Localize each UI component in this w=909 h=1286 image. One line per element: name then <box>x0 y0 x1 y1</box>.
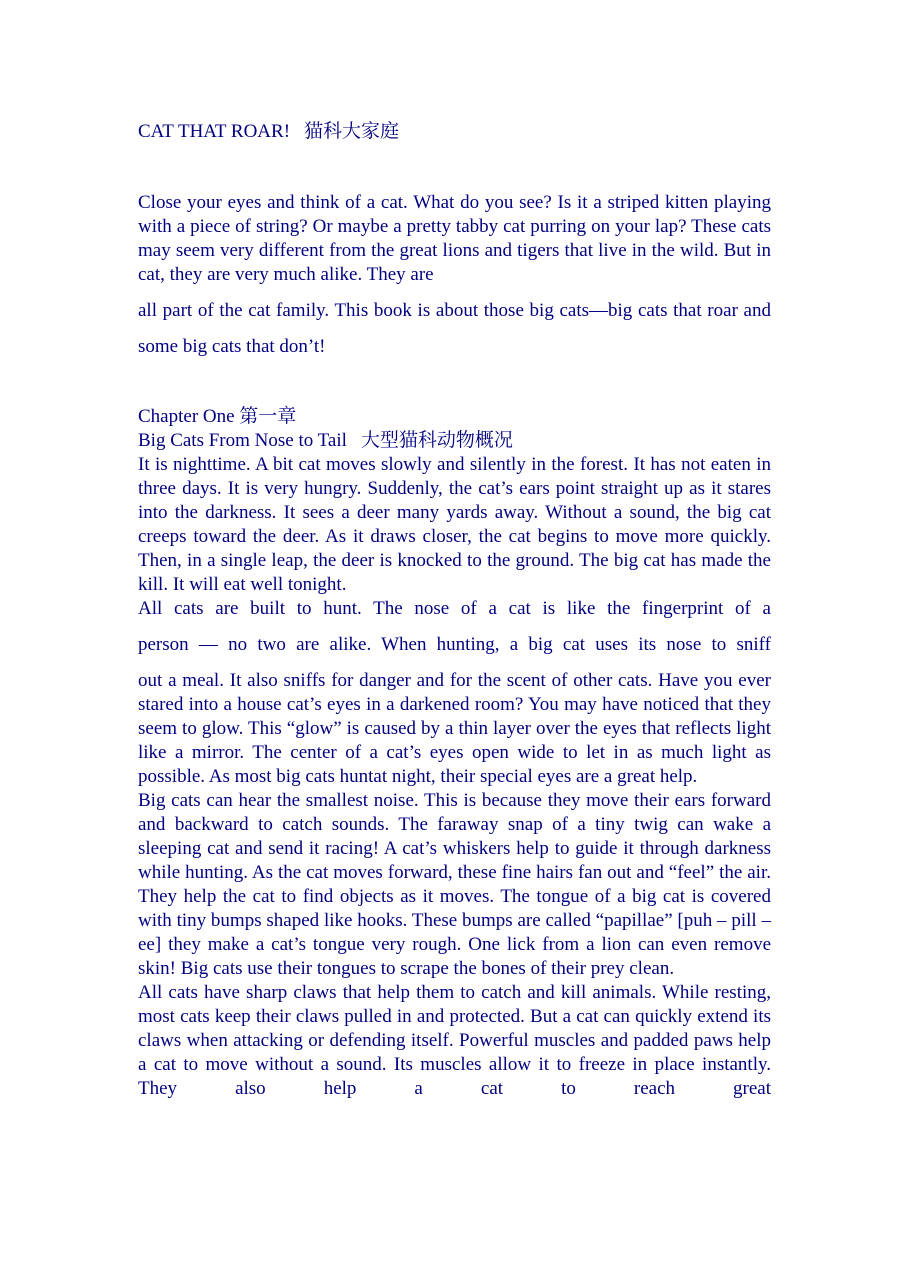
chapter-subheading-english: Big Cats From Nose to Tail <box>138 430 347 451</box>
chapter-section <box>138 405 771 1101</box>
intro-section <box>138 191 771 365</box>
chapter-paragraph-4: All cats have sharp claws that help them to catch and kill animals. While resting, most cats keep their claws pulled in and protected. But a cat can quickly extend its claws when attacking or defending itself. Powerful muscles and padded paws help a cat to move without a sound. Its muscles allow it to freeze in place instantly. They also help a cat to reach great <box>138 982 771 1099</box>
title-english: CAT THAT ROAR! <box>138 121 291 142</box>
chapter-paragraph-2-line-1: All cats are built to hunt. The nose of a cat is like the fingerprint of a <box>138 598 771 619</box>
chapter-subheading-chinese: 大型猫科动物概况 <box>360 430 513 451</box>
chapter-paragraph-2-rest: out a meal. It also sniffs for danger and for the scent of other cats. Have you ever stared into a house cat’s eyes in a darkened room? You may have noticed that they seem to glow. This “glow” is caused by a thin layer over the eyes that reflects light like a mirror. The center of a cat’s eyes open wide to let in as much light as possible. As most big cats huntat night, their special eyes are a great help. <box>138 670 771 787</box>
chapter-paragraph-3: Big cats can hear the smallest noise. This is because they move their ears forward and backward to catch sounds. The faraway snap of a tiny twig can wake a sleeping cat and send it racing! A cat’s whiskers help to guide it through darkness while hunting. As the cat moves forward, these fine hairs fan out and “feel” the air. They help the cat to find objects as it moves. The tongue of a big cat is covered with tiny bumps shaped like hooks. These bumps are called “papillae” [puh – pill – ee] they make a cat’s tongue very rough. One lick from a lion can even remove skin! Big cats use their tongues to scrape the bones of their prey clean. <box>138 790 771 979</box>
chapter-heading: Chapter One 第一章 <box>138 406 297 427</box>
chapter-paragraph-1: It is nighttime. A bit cat moves slowly and silently in the forest. It has not eaten in three days. It is very hungry. Suddenly, the cat’s ears point straight up as it stares into the darkness. It sees a deer many yards away. Without a sound, the big cat creeps toward the deer. As it draws closer, the cat begins to move more quickly. Then, in a single leap, the deer is knocked to the ground. The big cat has made the kill. It will eat well tonight. <box>138 454 771 595</box>
title-chinese: 猫科大家庭 <box>304 121 400 142</box>
intro-paragraph-part2: all part of the cat family. This book is about those big cats—big cats that roar and some big cats that don’t! <box>138 300 771 357</box>
intro-paragraph-part1: Close your eyes and think of a cat. What do you see? Is it a striped kitten playing with a piece of string? Or maybe a pretty tabby cat purring on your lap? These cats may seem very different from the great lions and tigers that live in the wild. But in cat, they are very much alike. They are <box>138 192 771 285</box>
document-title <box>138 120 399 144</box>
chapter-paragraph-2-line-2: person — no two are alike. When hunting, a big cat uses its nose to sniff <box>138 634 771 655</box>
chapter-subheading <box>138 429 771 453</box>
